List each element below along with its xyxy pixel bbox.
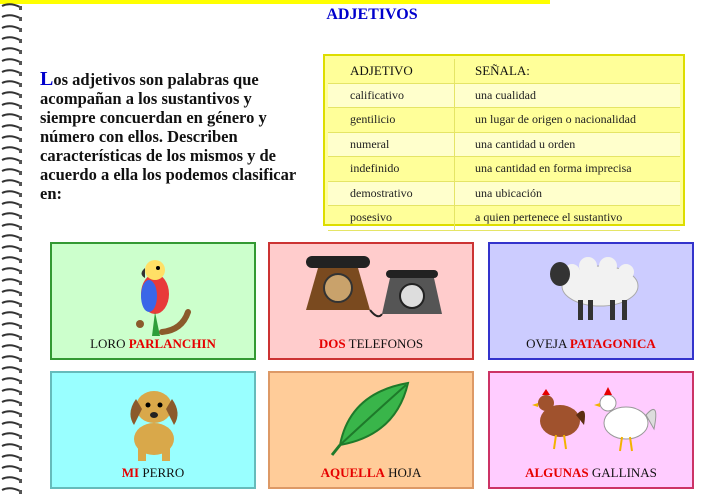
table-row [328, 132, 680, 157]
card-mi-perro [50, 371, 256, 489]
caption-adjective: ALGUNAS [525, 465, 589, 480]
caption-noun: TELEFONOS [345, 336, 424, 351]
card-loro-parlanchin [50, 242, 256, 360]
adjective-type: numeral [328, 132, 455, 157]
caption-adjective: PARLANCHIN [128, 336, 216, 351]
card-algunas-gallinas [488, 371, 694, 489]
intro-first-letter: L [40, 68, 54, 90]
table-row [328, 157, 680, 182]
adjective-table [323, 54, 685, 226]
caption-noun: LORO [90, 336, 129, 351]
caption-adjective: PATAGONICA [569, 336, 656, 351]
top-bar [0, 0, 722, 4]
card-caption [270, 465, 472, 481]
adjective-type: posesivo [328, 206, 455, 231]
card-caption [52, 336, 254, 352]
caption-noun: PERRO [139, 465, 185, 480]
adjective-type: indefinido [328, 157, 455, 182]
card-caption [270, 336, 472, 352]
table-row [328, 83, 680, 108]
adjective-type: gentilicio [328, 108, 455, 133]
adjective-meaning: a quien pertenece el sustantivo [455, 206, 681, 231]
adjective-meaning: un lugar de origen o nacionalidad [455, 108, 681, 133]
table-header-row [328, 59, 680, 83]
adjective-meaning: una cualidad [455, 83, 681, 108]
intro-paragraph [40, 70, 308, 203]
table-row [328, 206, 680, 231]
card-aquella-hoja [268, 371, 474, 489]
adjective-meaning: una cantidad u orden [455, 132, 681, 157]
adjective-meaning: una cantidad en forma imprecisa [455, 157, 681, 182]
caption-noun: HOJA [384, 465, 422, 480]
header-adjetivo: ADJETIVO [328, 59, 455, 83]
table-row [328, 181, 680, 206]
caption-noun: OVEJA [526, 336, 570, 351]
table-row [328, 108, 680, 133]
header-senala: SEÑALA: [455, 59, 681, 83]
card-dos-telefonos [268, 242, 474, 360]
card-caption [490, 465, 692, 481]
caption-adjective: DOS [318, 336, 346, 351]
adjective-type: calificativo [328, 83, 455, 108]
spiral-binding [0, 0, 30, 500]
caption-noun: GALLINAS [588, 465, 657, 480]
card-oveja-patagonica [488, 242, 694, 360]
adjective-type: demostrativo [328, 181, 455, 206]
caption-adjective: MI [121, 465, 140, 480]
card-caption [52, 465, 254, 481]
adjective-meaning: una ubicación [455, 181, 681, 206]
caption-adjective: AQUELLA [320, 465, 385, 480]
page-title: ADJETIVOS [326, 6, 418, 23]
intro-text: os adjetivos son palabras que acompañan a los sustantivos y siempre concuerdan en género y número con ellos. Describen características de los mismos y de acuerdo a ella los podemos clasificar en: [40, 70, 296, 203]
card-caption [490, 336, 692, 352]
